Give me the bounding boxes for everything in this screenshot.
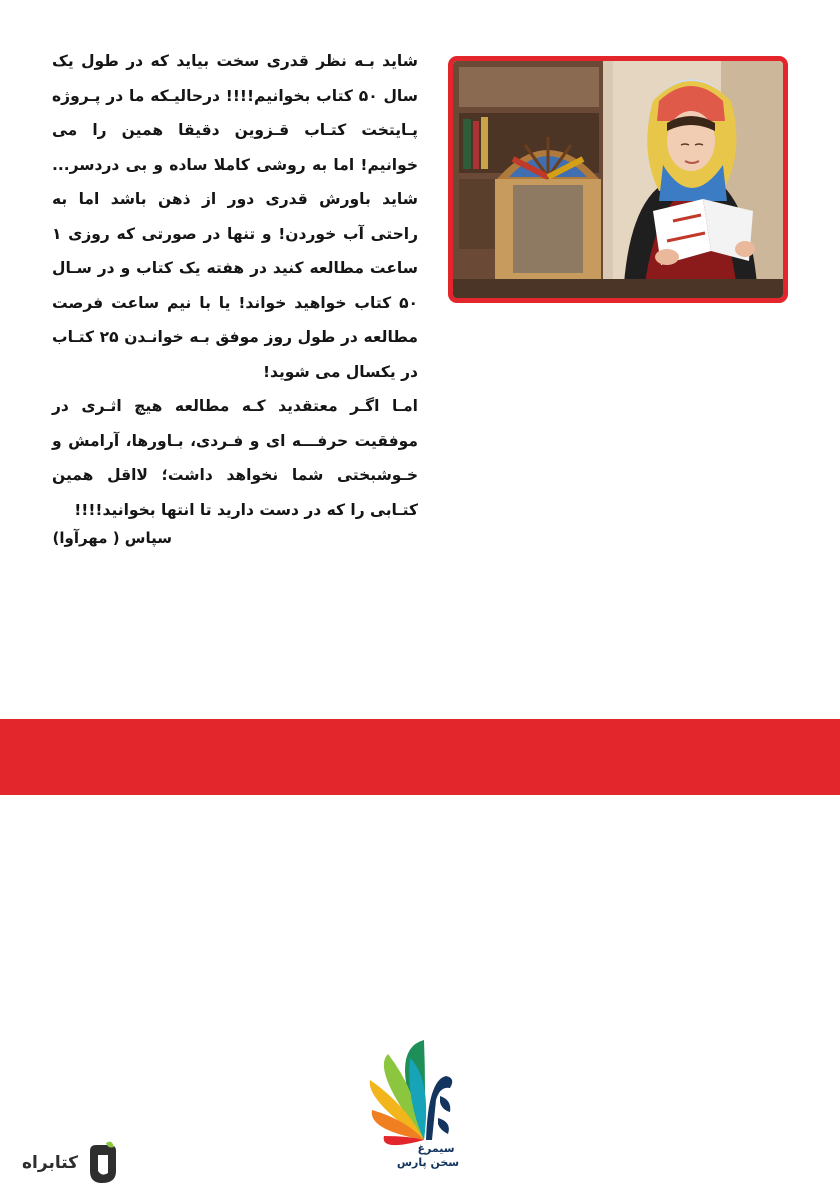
author-photo-image — [453, 61, 783, 298]
publisher-name-line-1: سیمرغ — [417, 1142, 455, 1155]
author-photo — [448, 56, 788, 303]
body-paragraph-2: امـا اگـر معتقدید کـه مطالعه هیچ اثـری در موفقیت حرفـــه ای و فـردی، بـاورها، آرامش و خـوشبختی شما نخواهد داشت؛ لااقل همین کتـابی را که در دست دارید تا انتها بخوانید!!!! — [52, 397, 418, 519]
signature: سپاس ( مهرآوا) — [52, 529, 172, 547]
simorgh-bird-icon — [366, 1040, 466, 1170]
body-paragraph-1: شاید بـه نظر قدری سخت بیاید که در طول یک سال ۵۰ کتاب بخوانیم!!!! درحالیـکه ما در پـروژه پـایتخت کتـاب قـزوین دقیقا همین را می خوانیم! اما به روشی کاملا ساده و بی دردسر... شاید باورش قدری دور از ذهن باشد اما به راحتی آب خوردن! و تنها در صورتی که روزی ۱ ساعت مطالعه کنید در هفته یک کتاب و در سـال ۵۰ کتاب خواهید خواند! یا با نیم ساعت فرصت مطالعه در طول روز موفق بـه خوانـدن ۲۵ کتـاب در یکسال می شوید! — [52, 52, 418, 381]
red-band — [0, 719, 840, 795]
body-text — [52, 44, 418, 527]
publisher-name-line-2: سخن پارس — [396, 1156, 460, 1169]
ketabrah-watermark — [22, 1138, 132, 1188]
ketabrah-leaf-icon — [82, 1141, 118, 1185]
ketabrah-text: کتابراه — [22, 1153, 79, 1173]
publisher-logo — [366, 1040, 466, 1170]
